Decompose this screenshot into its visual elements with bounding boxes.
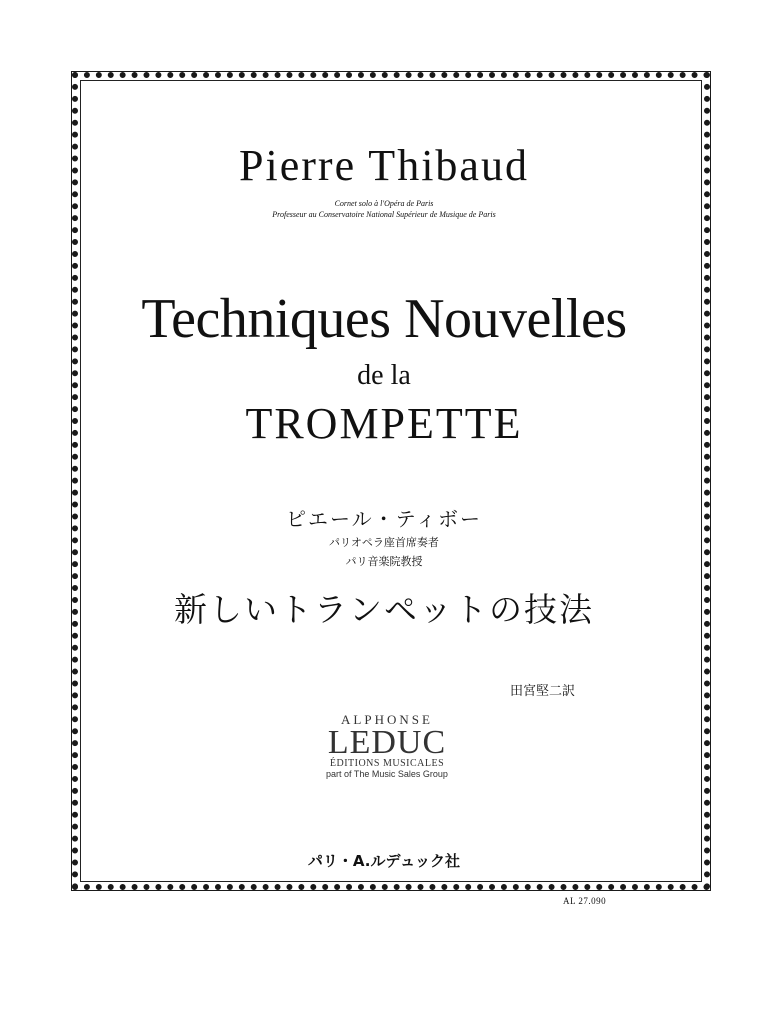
title-line-3: TROMPETTE	[245, 399, 523, 448]
japanese-author-role-2: パリ音楽院教授	[345, 555, 423, 568]
japanese-author-role-1: パリオペラ座首席奏者	[329, 536, 439, 549]
publisher-logo	[307, 712, 467, 779]
title-line-2: de la	[357, 360, 411, 391]
logo-line-1: ALPHONSE	[341, 712, 433, 727]
author-role-2: Professeur au Conservatoire National Supérieur de Musique de Paris	[272, 210, 496, 219]
author-name: Pierre Thibaud	[239, 141, 529, 190]
logo-line-3: ÉDITIONS MUSICALES	[329, 758, 445, 769]
logo-line-4: part of The Music Sales Group	[326, 769, 448, 779]
japanese-title: 新しいトランペットの技法	[174, 590, 594, 629]
logo-line-2: LEDUC	[327, 724, 447, 761]
translator-credit: 田宮堅二訳	[510, 684, 576, 699]
catalog-number: AL 27.090	[563, 896, 607, 906]
japanese-author-name: ピエール・ティボー	[286, 507, 482, 531]
author-role-1: Cornet solo à l'Opéra de Paris	[334, 199, 434, 208]
japanese-publisher: パリ・A.ルデュック社	[307, 852, 461, 870]
title-line-1: Techniques Nouvelles	[141, 288, 627, 350]
